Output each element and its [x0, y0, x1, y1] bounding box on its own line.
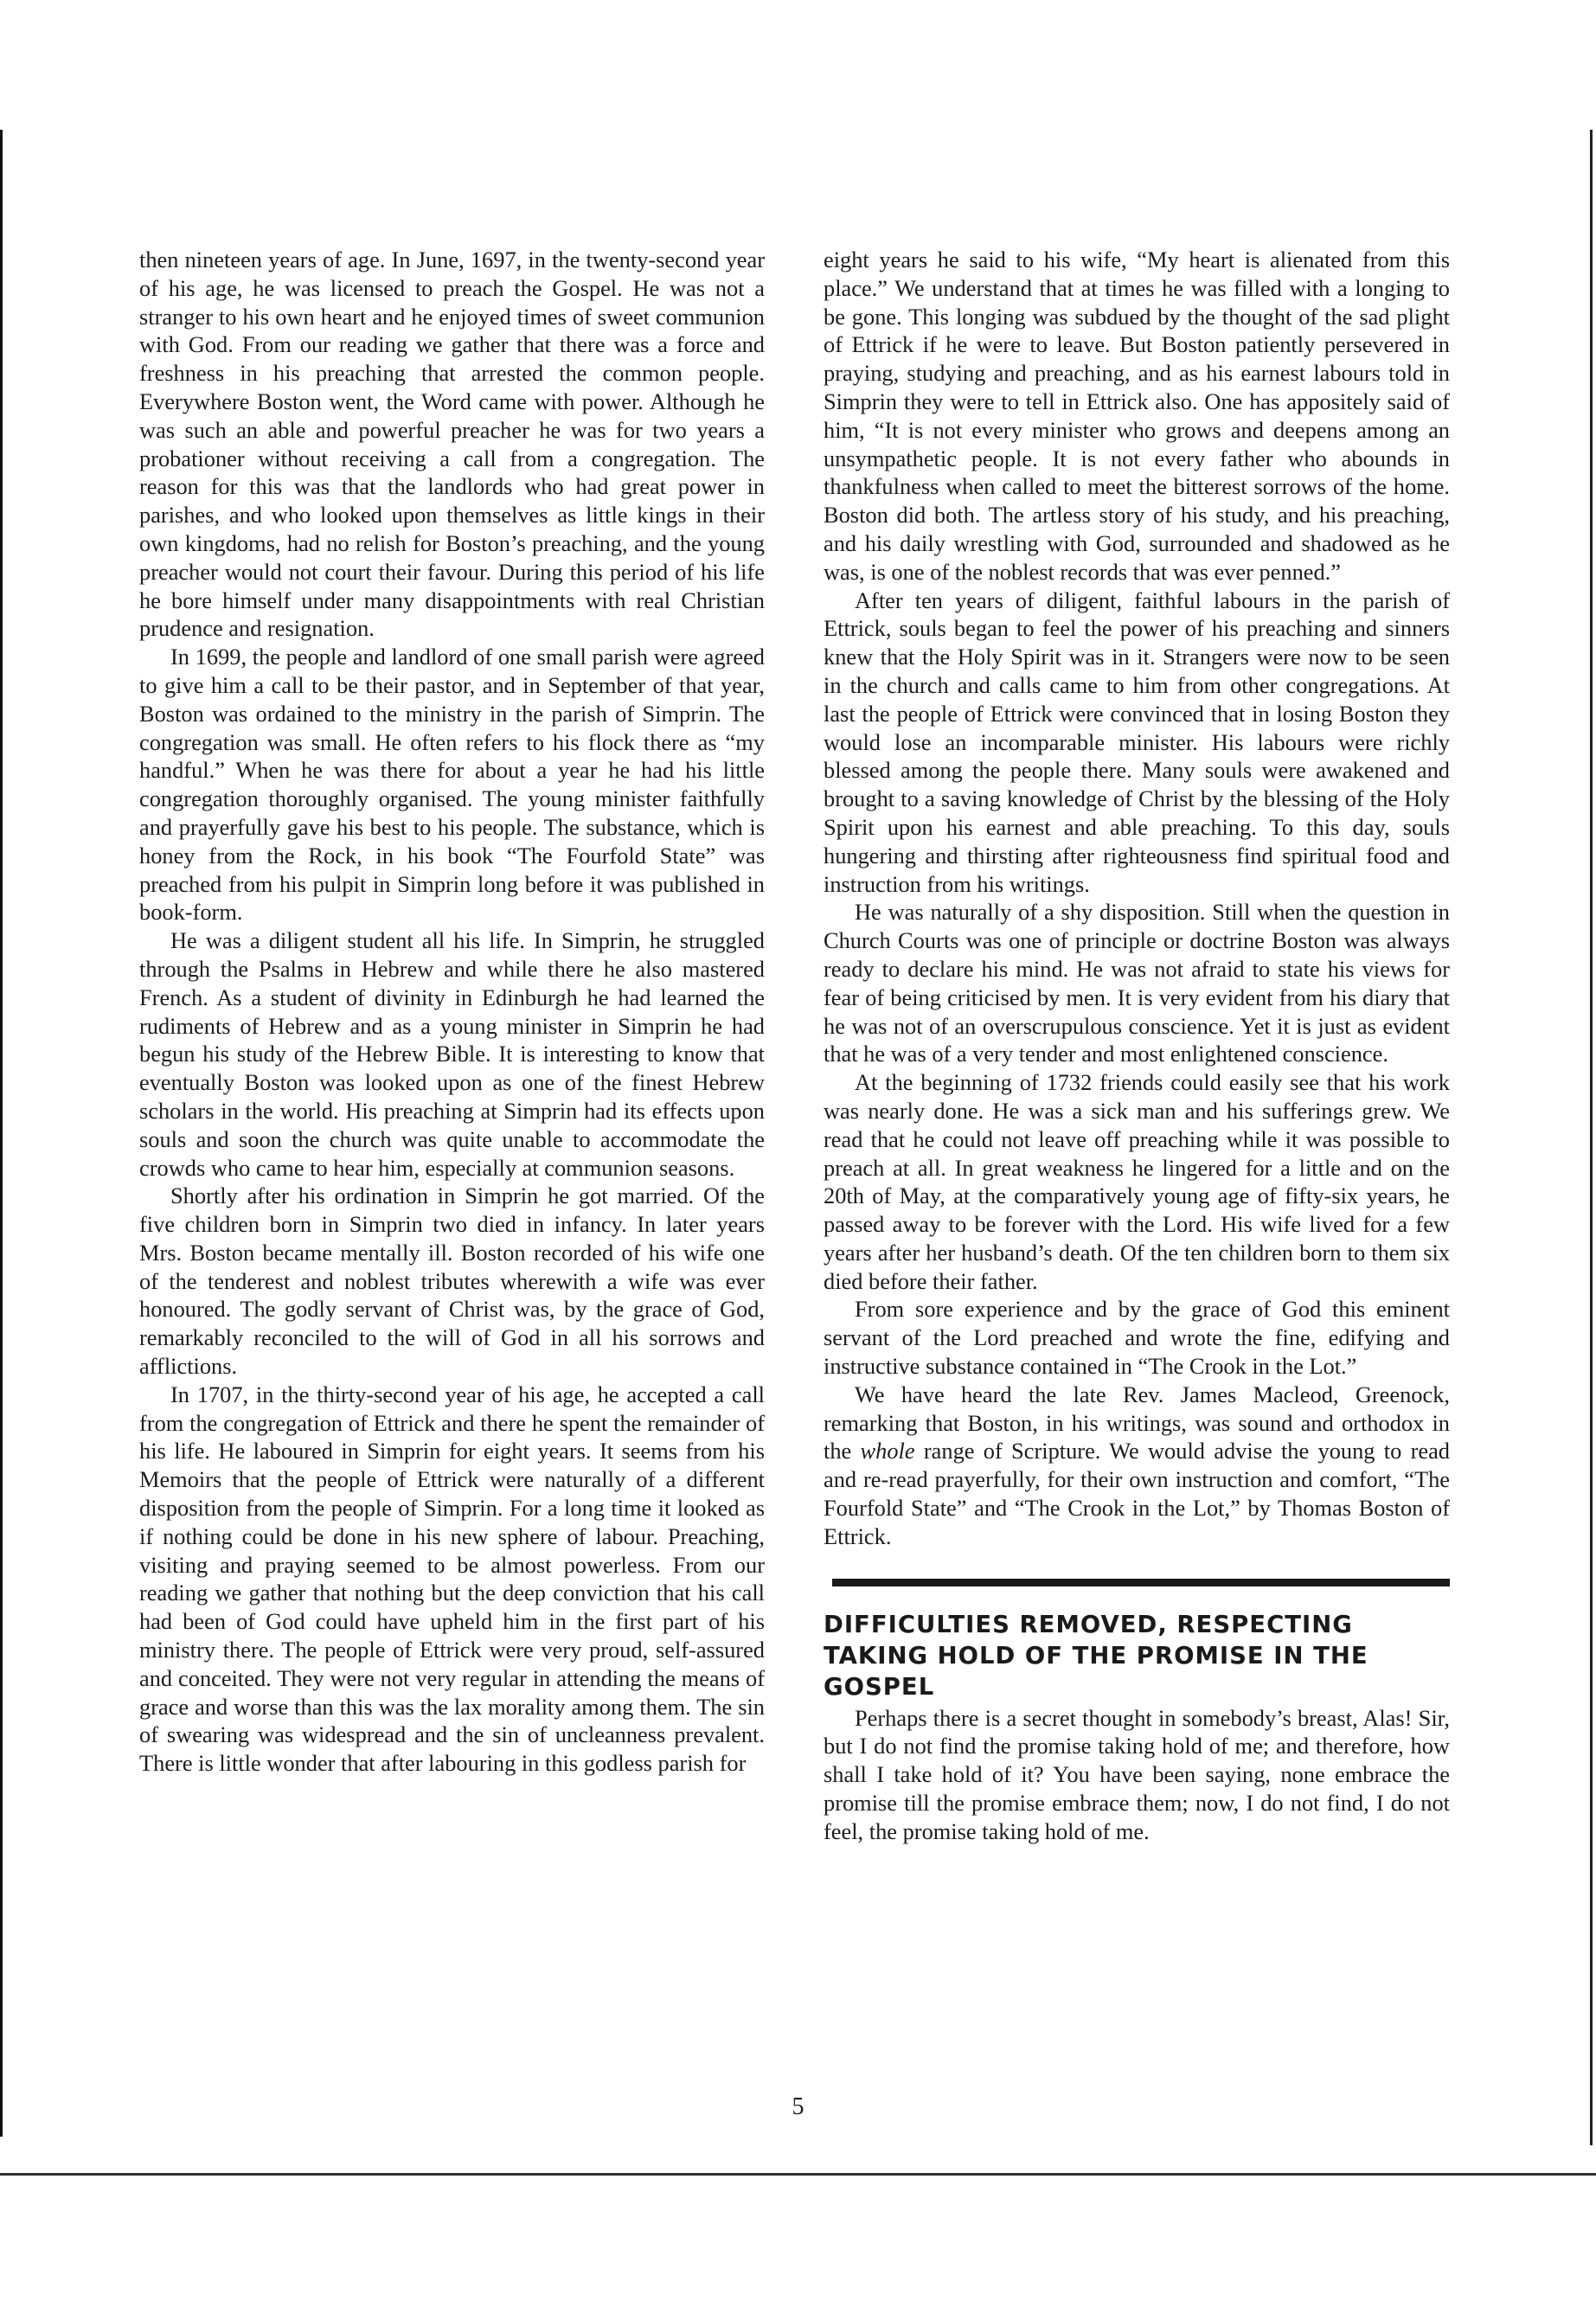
closing-text-start: We have heard the late Rev. James Macleod, Greenock, remarking that Boston, in his writings, was sound and orthodox in the — [824, 1381, 1450, 1465]
paragraph: He was a diligent student all his life. In Simprin, he struggled through the Psalms in Hebrew and while there he also mastered French. As a student of divinity in Edinburgh he had learned the rudiments of Hebrew and as a young minister in Simprin he had begun his study of the Hebrew Bible. It is interesting to know that eventually Boston was looked upon as one of the finest Hebrew scholars in the world. His preaching at Simprin had its effects upon souls and soon the church was quite unable to accommodate the crowds who came to hear him, especially at communion seasons. — [139, 927, 765, 1181]
right-column — [824, 246, 1450, 1846]
paragraph: At the beginning of 1732 friends could easily see that his work was nearly done. He was a sick man and his sufferings grew. We read that he could not leave off preaching while it was possible to preach at all. In great weakness he lingered for a little and on the 20th of May, at the comparatively young age of fifty-six years, he passed away to be forever with the Lord. His wife lived for a few years after her husband’s death. Of the ten children born to them six died before their father. — [824, 1069, 1450, 1294]
section-heading: DIFFICULTIES REMOVED, RESPECTING TAKING HOLD OF THE PROMISE IN THE GOSPEL — [824, 1610, 1368, 1701]
closing-paragraph — [824, 1381, 1450, 1551]
page-edge-left — [0, 130, 3, 2137]
paragraph: In 1707, in the thirty-second year of his age, he accepted a call from the congregation of Ettrick and there he spent the remainder of his life. He laboured in Simprin for eight years. It seems from his Memoirs that the people of Ettrick were naturally of a different disposition from the people of Simprin. For a long time it looked as if nothing could be done in his new sphere of labour. Preaching, visiting and praying seemed to be almost powerless. From our reading we gather that nothing but the deep conviction that his call had been of God could have upheld him in the first part of his ministry there. The people of Ettrick were very proud, self-assured and conceited. They were not very regular in attending the means of grace and worse than this was the lax morality among them. The sin of swearing was widespread and the sin of uncleanness prevalent. There is little wonder that after labouring in this godless parish for — [139, 1381, 765, 1777]
paragraph: In 1699, the people and landlord of one small parish were agreed to give him a call to be their pastor, and in September of that year, Boston was ordained to the ministry in the parish of Simprin. The congregation was small. He often refers to his flock there as “my handful.” When he was there for about a year he had his little congregation thoroughly organised. The young minister faithfully and prayerfully gave his best to his people. The substance, which is honey from the Rock, in his book “The Fourfold State” was preached from his pulpit in Simprin long before it was published in book-form. — [139, 644, 765, 926]
left-column — [139, 246, 765, 1778]
paragraph: After ten years of diligent, faithful labours in the parish of Ettrick, souls began to feel the power of his preaching and sinners knew that the Holy Spirit was in it. Strangers were now to be seen in the church and calls came to him from other congregations. At last the people of Ettrick were convinced that in losing Boston they would lose an incomparable minister. His labours were richly blessed among the people there. Many souls were awakened and brought to a saving knowledge of Christ by the blessing of the Holy Spirit upon his earnest and able preaching. To this day, souls hungering and thirsting after righteousness find spiritual food and instruction from his writings. — [824, 586, 1450, 897]
section-divider — [832, 1579, 1450, 1586]
page-edge-right — [1590, 130, 1593, 2145]
emphasis-word: whole — [860, 1438, 915, 1465]
closing-text-end: range of Scripture. We would advise the young to read and re-read prayerfully, for their own instruction and comfort, “The Fourfold State” and “The Crook in the Lot,” by Thomas Boston of Ettrick. — [824, 1438, 1451, 1549]
page-number: 5 — [792, 2093, 804, 2120]
paragraph: From sore experience and by the grace of God this eminent servant of the Lord preached and wrote the fine, edifying and instructive substance contained in “The Crook in the Lot.” — [824, 1296, 1450, 1380]
paragraph: Shortly after his ordination in Simprin he got married. Of the five children born in Simprin two died in infancy. In later years Mrs. Boston became mentally ill. Boston recorded of his wife one of the tenderest and noblest tributes wherewith a wife was ever honoured. The godly servant of Christ was, by the grace of God, remarkably reconciled to the will of God in all his sorrows and afflictions. — [139, 1183, 765, 1380]
paragraph: eight years he said to his wife, “My heart is alienated from this place.” We understand that at times he was filled with a longing to be gone. This longing was subdued by the thought of the sad plight of Ettrick if he were to leave. But Boston patiently persevered in praying, studying and preaching, and as his earnest labours told in Simprin they were to tell in Ettrick also. One has appositely said of him, “It is not every minister who grows and deepens among an unsympathetic people. It is not every father who abounds in thankfulness when called to meet the bitterest sorrows of the home. Boston did both. The artless story of his study, and his preaching, and his daily wrestling with God, surrounded and shadowed as he was, is one of the noblest records that was ever penned.” — [824, 247, 1450, 585]
section-paragraph: Perhaps there is a secret thought in somebody’s breast, Alas! Sir, but I do not find the promise taking hold of me; and therefore, how shall I take hold of it? You have been saying, none embrace the promise till the promise embrace them; now, I do not find, I do not feel, the promise taking hold of me. — [824, 1704, 1450, 1844]
paragraph: He was naturally of a shy disposition. Still when the question in Church Courts was one of principle or doctrine Boston was always ready to declare his mind. He was not afraid to state his views for fear of being criticised by men. It is very evident from his diary that he was not of an overscrupulous conscience. Yet it is just as evident that he was of a very tender and most enlightened conscience. — [824, 899, 1450, 1067]
paragraph: then nineteen years of age. In June, 1697, in the twenty-second year of his age, he was licensed to preach the Gospel. He was not a stranger to his own heart and he enjoyed times of sweet communion with God. From our reading we gather that there was a force and freshness in his preaching that arrested the common people. Everywhere Boston went, the Word came with power. Although he was such an able and powerful preacher he was for two years a probationer without receiving a call from a congregation. The reason for this was that the landlords who had great power in parishes, and who looked upon themselves as little kings in their own kingdoms, had no relish for Boston’s preaching, and the young preacher would not court their favour. During this period of his life he bore himself under many disappointments with real Christian prudence and resignation. — [139, 247, 765, 642]
page-bottom-rule — [0, 2173, 1596, 2176]
